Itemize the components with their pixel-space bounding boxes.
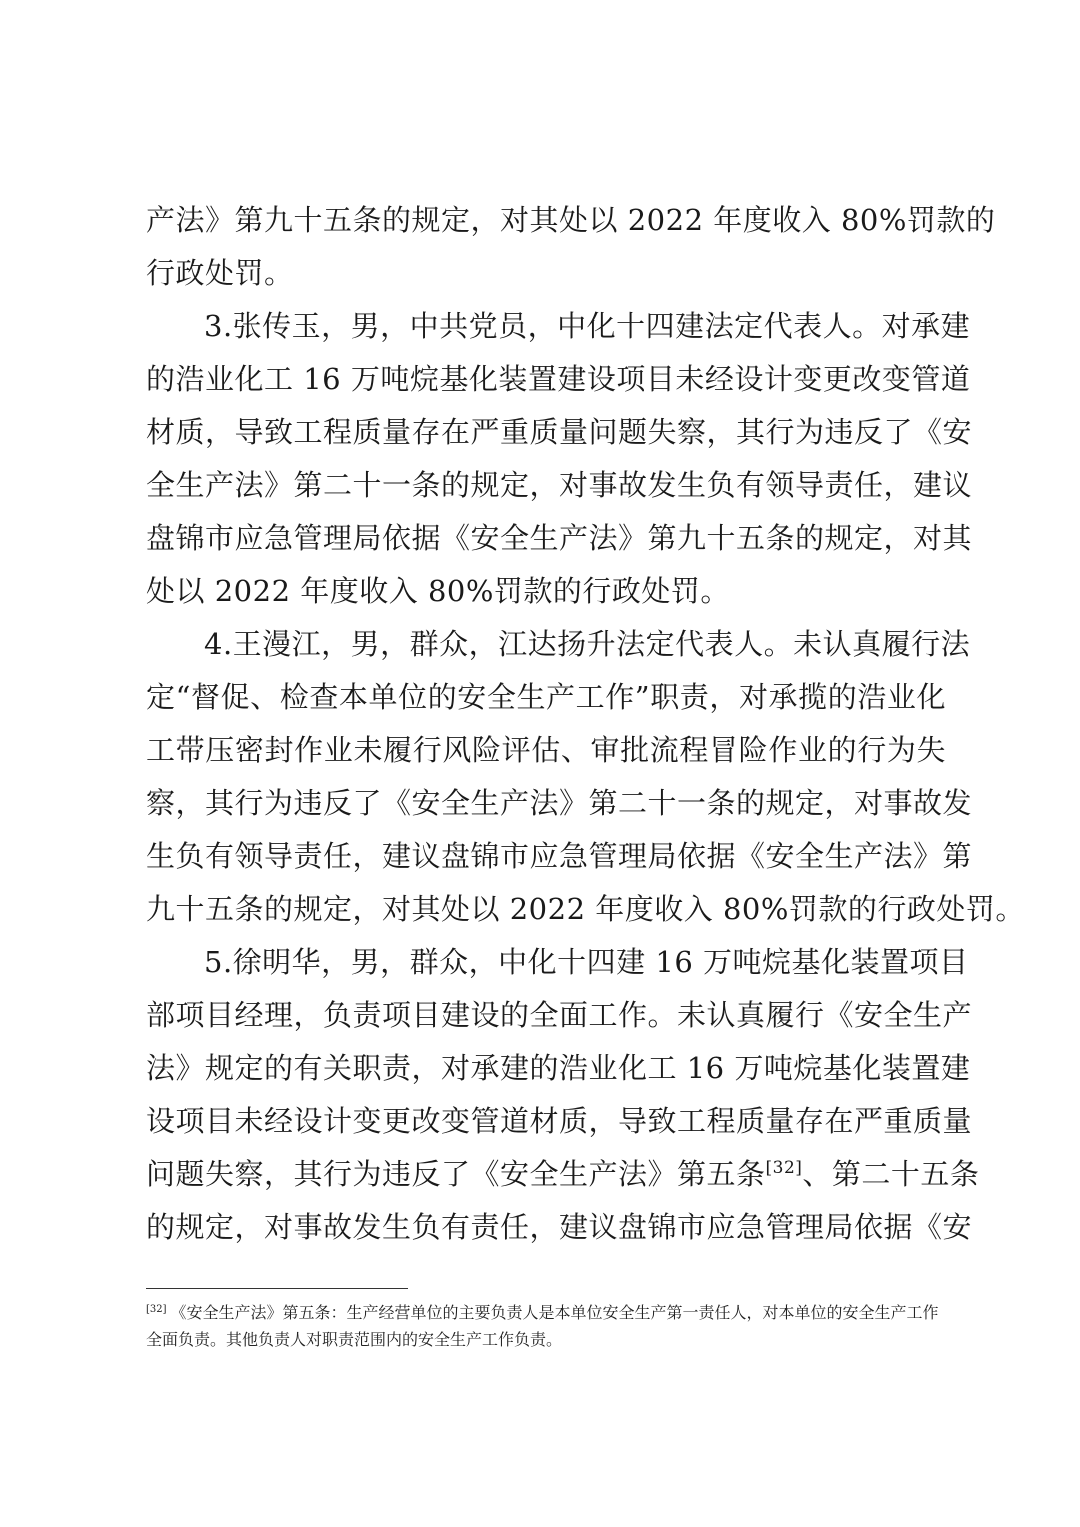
body-text [146,194,1025,1254]
paragraph-5-start: 5.徐明华，男，群众，中化十四建 16 万吨烷基化装置项目 [204,945,969,979]
body-line-segment: 问题失察，其行为违反了《安全生产法》第五条 [146,1157,766,1191]
body-line: 九十五条的规定，对其处以 2022 年度收入 80%罚款的行政处罚。 [146,892,1025,926]
body-line-with-footnote-ref [146,1148,980,1201]
body-line: 盘锦市应急管理局依据《安全生产法》第九十五条的规定，对其 [146,521,973,555]
body-line: 处以 2022 年度收入 80%罚款的行政处罚。 [146,574,730,608]
body-line: 工带压密封作业未履行风险评估、审批流程冒险作业的行为失 [146,733,946,767]
footnote-reference[interactable]: [32] [765,1158,803,1178]
footnote [146,1299,946,1353]
paragraph-4-start: 4.王漫江，男，群众，江达扬升法定代表人。未认真履行法 [204,627,971,661]
footnote-divider [146,1288,408,1289]
body-line: 的浩业化工 16 万吨烷基化装置建设项目未经设计变更改变管道 [146,362,971,396]
body-line: 定“督促、检查本单位的安全生产工作”职责，对承揽的浩业化 [146,680,946,714]
footnote-line: 全面负责。其他负责人对职责范围内的安全生产工作负责。 [146,1330,563,1349]
body-line: 全生产法》第二十一条的规定，对事故发生负有领导责任，建议 [146,468,973,502]
footnote-marker: [32] [146,1304,167,1315]
body-line: 部项目经理，负责项目建设的全面工作。未认真履行《安全生产 [146,998,973,1032]
body-line: 行政处罚。 [146,256,294,290]
body-line: 察，其行为违反了《安全生产法》第二十一条的规定，对事故发 [146,786,973,820]
body-line: 法》规定的有关职责，对承建的浩业化工 16 万吨烷基化装置建 [146,1051,971,1085]
body-line-segment: 、第二十五条 [802,1157,980,1191]
body-line: 生负有领导责任，建议盘锦市应急管理局依据《安全生产法》第 [146,839,973,873]
body-line: 的规定，对事故发生负有责任，建议盘锦市应急管理局依据《安 [146,1210,973,1244]
body-line: 材质，导致工程质量存在严重质量问题失察，其行为违反了《安 [146,415,973,449]
paragraph-3-start: 3.张传玉，男，中共党员，中化十四建法定代表人。对承建 [204,309,971,343]
footnote-line [146,1299,946,1326]
body-line: 设项目未经设计变更改变管道材质，导致工程质量存在严重质量 [146,1104,973,1138]
body-line: 产法》第九十五条的规定，对其处以 2022 年度收入 80%罚款的 [146,203,996,237]
footnote-text: 《安全生产法》第五条：生产经营单位的主要负责人是本单位安全生产第一责任人，对本单位的安全生产工作 [170,1303,939,1322]
